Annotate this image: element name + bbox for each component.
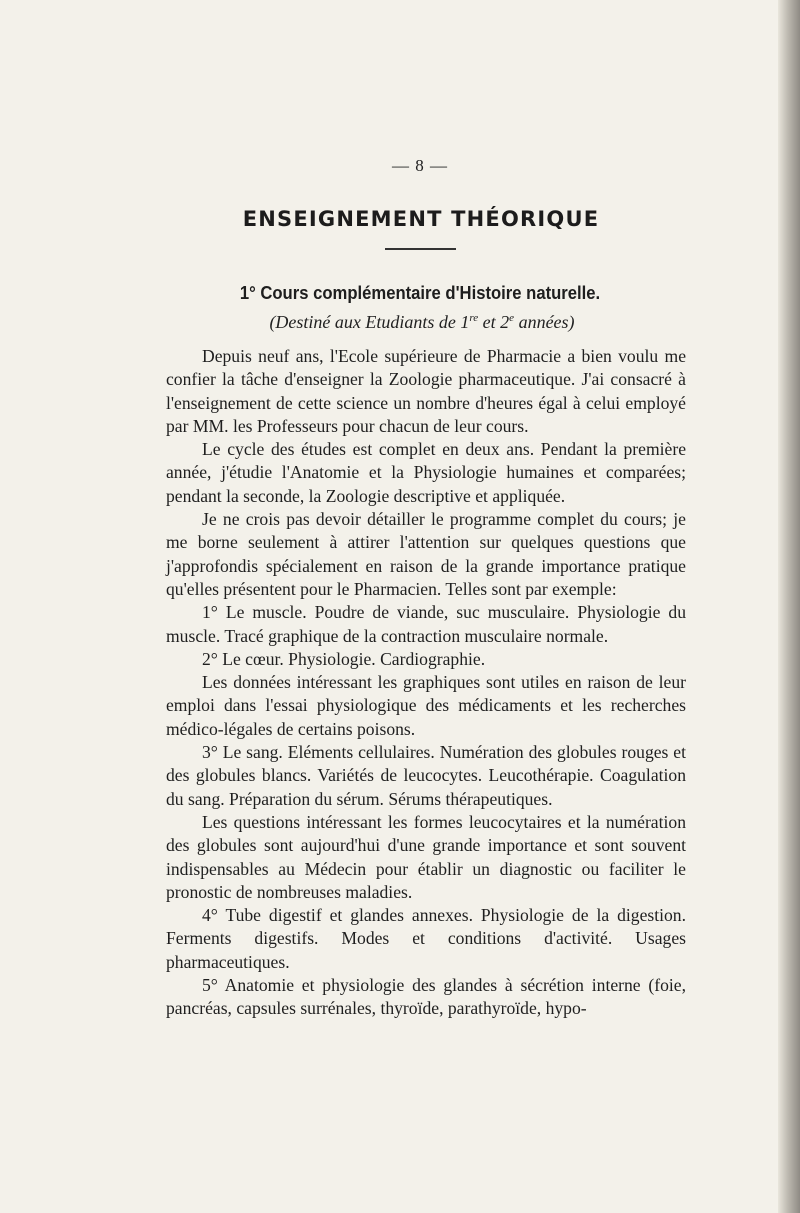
course-subtitle-year1-suffix: re [469, 312, 479, 324]
paragraph: Je ne crois pas devoir détailler le programme complet du cours; je me borne seulement à attirer l'attention sur quelques questions que j'approfondis spécialement en raison de la grande importance pratique qu'elles présentent pour le Pharmacien. Telles sont par exemple: [166, 509, 686, 599]
body-text [166, 345, 686, 1021]
course-subtitle [0, 312, 800, 333]
course-title: 1° Cours complémentaire d'Histoire naturelle. [239, 282, 601, 303]
course-subtitle-year1: 1 [460, 312, 470, 332]
paragraph: 3° Le sang. Eléments cellulaires. Numération des globules rouges et des globules blancs. Variétés de leucocytes. Leucothérapie. Coagulation du sang. Préparation du sérum. Sérums thérapeutiques. [166, 742, 686, 809]
paragraph: Depuis neuf ans, l'Ecole supérieure de Pharmacie a bien voulu me confier la tâche d'enseigner la Zoologie pharmaceutique. J'ai consacré à l'enseignement de cette science un nombre d'heures égal à celui employé par MM. les Professeurs pour chacun de leur cours. [166, 346, 686, 436]
paragraph: Les données intéressant les graphiques sont utiles en raison de leur emploi dans l'essai physiologique des médicaments et les recherches médico-légales de certains poisons. [166, 672, 686, 739]
paragraph: 4° Tube digestif et glandes annexes. Physiologie de la digestion. Ferments digestifs. Modes et conditions d'activité. Usages pharmaceutiques. [166, 905, 686, 972]
page-number: — 8 — [392, 156, 448, 175]
course-subtitle-end: années) [514, 312, 575, 332]
course-subtitle-year2: 2 [500, 312, 510, 332]
section-title: ENSEIGNEMENT THÉORIQUE [242, 207, 600, 231]
course-subtitle-mid: et [478, 312, 501, 332]
paragraph: 5° Anatomie et physiologie des glandes à sécrétion interne (foie, pancréas, capsules surrénales, thyroïde, parathyroïde, hypo- [166, 975, 686, 1019]
paragraph: 2° Le cœur. Physiologie. Cardiographie. [202, 648, 486, 669]
course-subtitle-year2-suffix: e [509, 312, 515, 324]
course-subtitle-prefix: (Destiné aux Etudiants de [269, 312, 461, 332]
paragraph: Les questions intéressant les formes leucocytaires et la numération des globules sont aujourd'hui d'une grande importance et sont souvent indispensables au Médecin pour établir un diagnostic ou faciliter le pronostic de nombreuses maladies. [166, 811, 686, 902]
paragraph: 1° Le muscle. Poudre de viande, suc musculaire. Physiologie du muscle. Tracé graphique de la contraction musculaire normale. [166, 602, 686, 646]
paragraph: Le cycle des études est complet en deux ans. Pendant la première année, j'étudie l'Anatomie et la Physiologie humaines et comparées; pendant la seconde, la Zoologie descriptive et appliquée. [166, 439, 686, 506]
page-edge-shadow [778, 0, 800, 1213]
title-divider [385, 248, 456, 250]
